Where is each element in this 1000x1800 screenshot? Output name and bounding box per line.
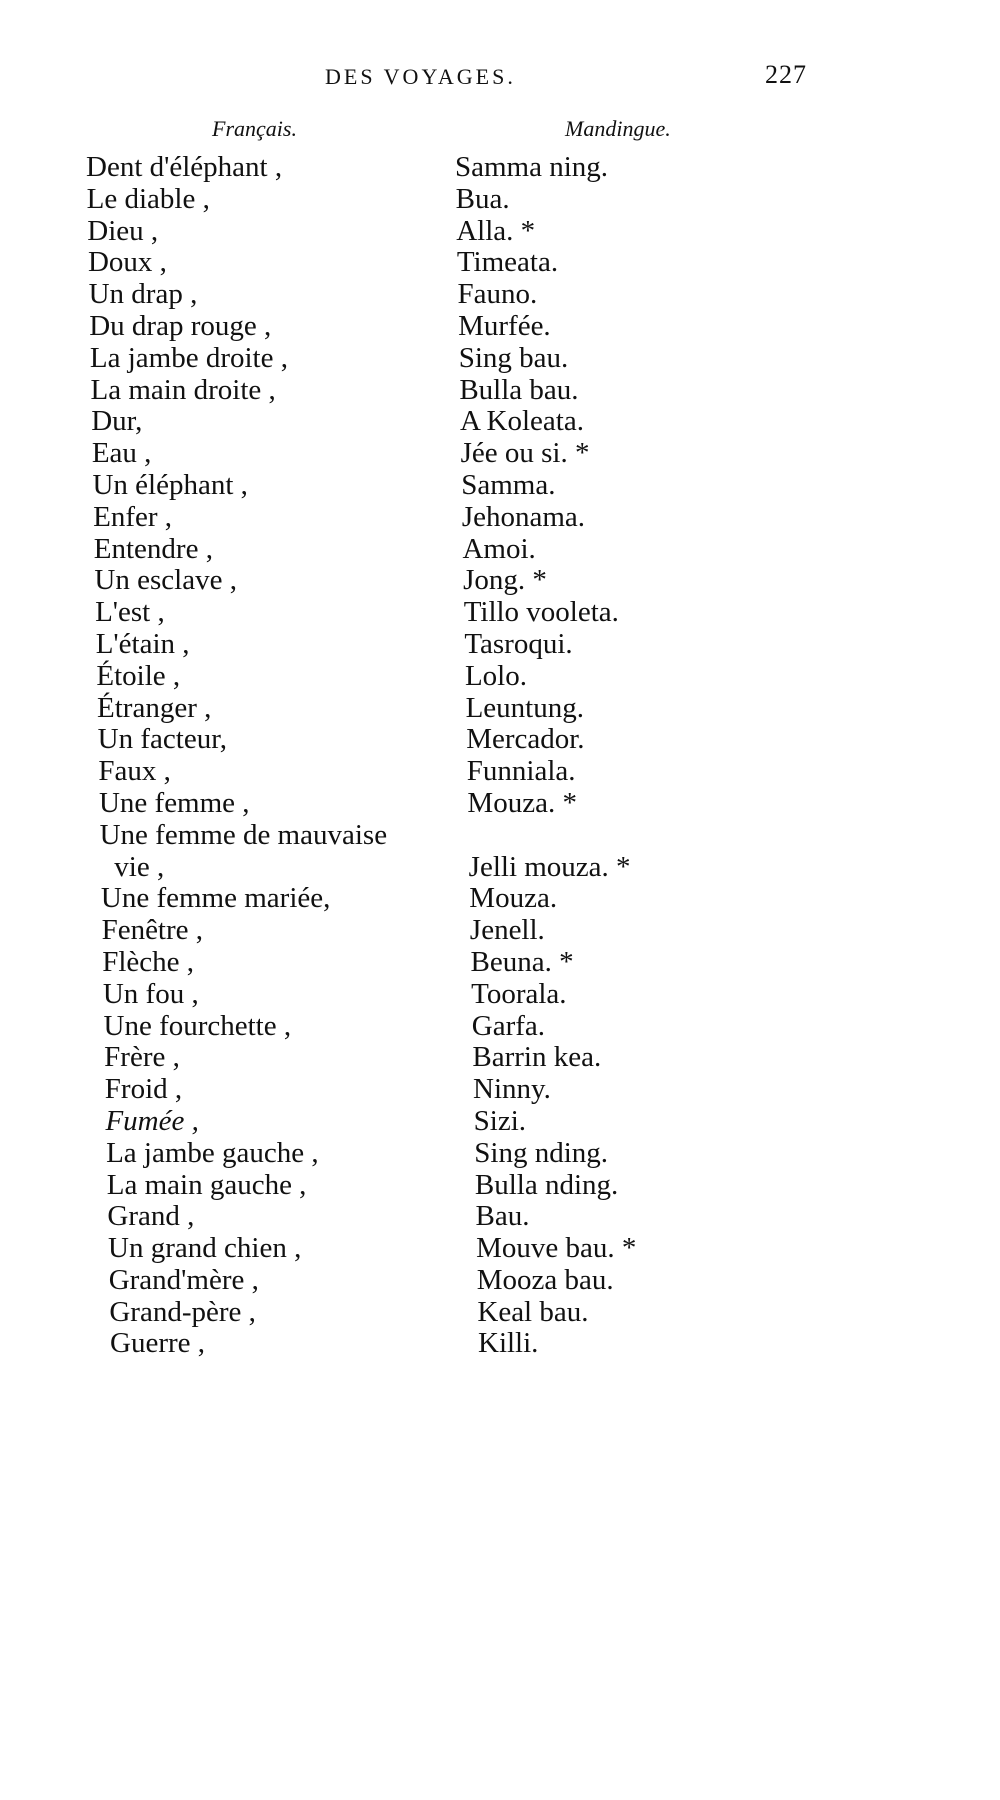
mandingue-term: Mooza bau. bbox=[476, 1263, 614, 1296]
vocabulary-list bbox=[0, 152, 1000, 1360]
mandingue-term: Sizi. bbox=[473, 1104, 527, 1137]
mandingue-term: Tillo vooleta. bbox=[463, 596, 619, 629]
vocabulary-row bbox=[0, 693, 1000, 725]
mandingue-term: Keal bau. bbox=[477, 1295, 589, 1328]
mandingue-term: Mouza. * bbox=[467, 786, 577, 819]
french-term: Une femme de mauvaise bbox=[99, 818, 388, 851]
mandingue-term: Leuntung. bbox=[465, 691, 584, 724]
vocabulary-row bbox=[0, 216, 1000, 248]
mandingue-term: Bulla bau. bbox=[459, 373, 579, 406]
french-term: Un esclave , bbox=[94, 564, 237, 597]
mandingue-term: Alla. * bbox=[456, 214, 536, 247]
vocabulary-row bbox=[0, 820, 1000, 852]
french-term: Fumée , bbox=[105, 1104, 199, 1137]
french-term: Entendre , bbox=[93, 532, 213, 565]
mandingue-term: Tasroqui. bbox=[464, 627, 573, 660]
mandingue-term: Mouve bau. * bbox=[476, 1232, 637, 1265]
french-term: Étranger , bbox=[97, 691, 212, 724]
vocabulary-row bbox=[0, 247, 1000, 279]
mandingue-term: Bau. bbox=[475, 1200, 530, 1233]
french-term: Dur, bbox=[91, 405, 143, 438]
french-term: Guerre , bbox=[110, 1327, 206, 1360]
vocabulary-row bbox=[0, 1011, 1000, 1043]
french-term: Frère , bbox=[104, 1041, 180, 1074]
french-term: Un éléphant , bbox=[92, 468, 248, 501]
vocabulary-row bbox=[0, 629, 1000, 661]
vocabulary-row bbox=[0, 311, 1000, 343]
french-term: Une femme mariée, bbox=[100, 882, 331, 915]
french-term: Un grand chien , bbox=[108, 1232, 302, 1265]
mandingue-term: Samma ning. bbox=[455, 151, 609, 183]
mandingue-column-header: Mandingue. bbox=[565, 116, 671, 141]
french-term: Le diable , bbox=[86, 182, 210, 215]
mandingue-term: Funniala. bbox=[466, 755, 576, 788]
french-term: Grand , bbox=[107, 1200, 195, 1233]
french-term: Doux , bbox=[87, 246, 167, 279]
french-term: La jambe gauche , bbox=[106, 1136, 319, 1169]
vocabulary-row bbox=[0, 438, 1000, 470]
vocabulary-row bbox=[0, 597, 1000, 629]
page-number: 227 bbox=[765, 60, 807, 89]
mandingue-term: Beuna. * bbox=[470, 945, 574, 978]
vocabulary-row bbox=[0, 661, 1000, 693]
vocabulary-row bbox=[0, 1106, 1000, 1138]
vocabulary-row bbox=[0, 1233, 1000, 1265]
vocabulary-row bbox=[0, 724, 1000, 756]
vocabulary-row bbox=[0, 470, 1000, 502]
french-term: L'est , bbox=[95, 596, 165, 629]
running-title: DES VOYAGES. bbox=[325, 64, 516, 89]
french-column-header: Français. bbox=[212, 116, 297, 141]
mandingue-term: Ninny. bbox=[473, 1073, 551, 1106]
vocabulary-row bbox=[0, 788, 1000, 820]
vocabulary-row bbox=[0, 756, 1000, 788]
mandingue-term: Murfée. bbox=[458, 309, 551, 342]
vocabulary-row bbox=[0, 947, 1000, 979]
french-term: La main gauche , bbox=[106, 1168, 307, 1201]
french-term: Enfer , bbox=[93, 500, 173, 533]
vocabulary-row bbox=[0, 406, 1000, 438]
mandingue-term: A Koleata. bbox=[459, 405, 584, 438]
vocabulary-row bbox=[0, 1042, 1000, 1074]
mandingue-term: Mouza. bbox=[469, 882, 558, 915]
mandingue-term: Jelli mouza. * bbox=[468, 850, 631, 883]
vocabulary-row bbox=[0, 1201, 1000, 1233]
mandingue-term: Toorala. bbox=[471, 977, 567, 1010]
mandingue-term: Timeata. bbox=[456, 246, 559, 279]
mandingue-term: Fauno. bbox=[457, 278, 538, 311]
mandingue-term: Killi. bbox=[478, 1327, 539, 1360]
french-term: Un facteur, bbox=[97, 723, 227, 756]
french-term: Du drap rouge , bbox=[89, 309, 272, 342]
vocabulary-row bbox=[0, 1074, 1000, 1106]
vocabulary-row bbox=[0, 915, 1000, 947]
french-term: Un drap , bbox=[88, 278, 198, 311]
french-term: vie , bbox=[114, 850, 165, 883]
french-term: Eau , bbox=[91, 437, 152, 470]
mandingue-term: Jong. * bbox=[463, 564, 547, 597]
french-term: Grand'mère , bbox=[108, 1263, 259, 1296]
french-term: Une femme , bbox=[98, 786, 250, 819]
mandingue-term: Bua. bbox=[455, 182, 510, 215]
column-headers bbox=[0, 116, 1000, 146]
french-term: La main droite , bbox=[90, 373, 276, 406]
french-term: Fenêtre , bbox=[101, 914, 204, 947]
french-term: Dieu , bbox=[87, 214, 159, 247]
vocabulary-row bbox=[0, 1265, 1000, 1297]
mandingue-term: Jenell. bbox=[469, 914, 545, 947]
mandingue-term: Amoi. bbox=[462, 532, 536, 565]
french-term: Dent d'éléphant , bbox=[86, 151, 283, 183]
mandingue-term: Sing bau. bbox=[458, 341, 569, 374]
mandingue-term: Garfa. bbox=[471, 1009, 546, 1042]
mandingue-term: Bulla nding. bbox=[474, 1168, 619, 1201]
french-term: Flèche , bbox=[102, 945, 195, 978]
french-term: Une fourchette , bbox=[103, 1009, 292, 1042]
french-term: Un fou , bbox=[102, 977, 199, 1010]
french-term: La jambe droite , bbox=[89, 341, 288, 374]
running-head bbox=[0, 60, 1000, 100]
vocabulary-row bbox=[0, 1170, 1000, 1202]
mandingue-term: Lolo. bbox=[464, 659, 527, 692]
vocabulary-row bbox=[0, 979, 1000, 1011]
vocabulary-row bbox=[0, 1328, 1000, 1360]
french-term: Étoile , bbox=[96, 659, 181, 692]
vocabulary-row bbox=[0, 534, 1000, 566]
mandingue-term: Samma. bbox=[461, 468, 556, 501]
vocabulary-row bbox=[0, 152, 1000, 184]
vocabulary-row bbox=[0, 184, 1000, 216]
vocabulary-row bbox=[0, 565, 1000, 597]
french-term: Grand-père , bbox=[109, 1295, 256, 1328]
vocabulary-row bbox=[0, 1138, 1000, 1170]
vocabulary-row bbox=[0, 852, 1000, 884]
mandingue-term: Jehonama. bbox=[461, 500, 586, 533]
mandingue-term: Jée ou si. * bbox=[460, 437, 590, 470]
vocabulary-row bbox=[0, 1297, 1000, 1329]
vocabulary-row bbox=[0, 502, 1000, 534]
french-term: L'étain , bbox=[95, 627, 190, 660]
french-term: Faux , bbox=[98, 755, 171, 788]
mandingue-term: Sing nding. bbox=[474, 1136, 609, 1169]
vocabulary-row bbox=[0, 375, 1000, 407]
vocabulary-row bbox=[0, 343, 1000, 375]
french-term: Froid , bbox=[104, 1073, 183, 1106]
mandingue-term: Barrin kea. bbox=[472, 1041, 602, 1074]
mandingue-term: Mercador. bbox=[466, 723, 585, 756]
vocabulary-row bbox=[0, 279, 1000, 311]
vocabulary-row bbox=[0, 883, 1000, 915]
